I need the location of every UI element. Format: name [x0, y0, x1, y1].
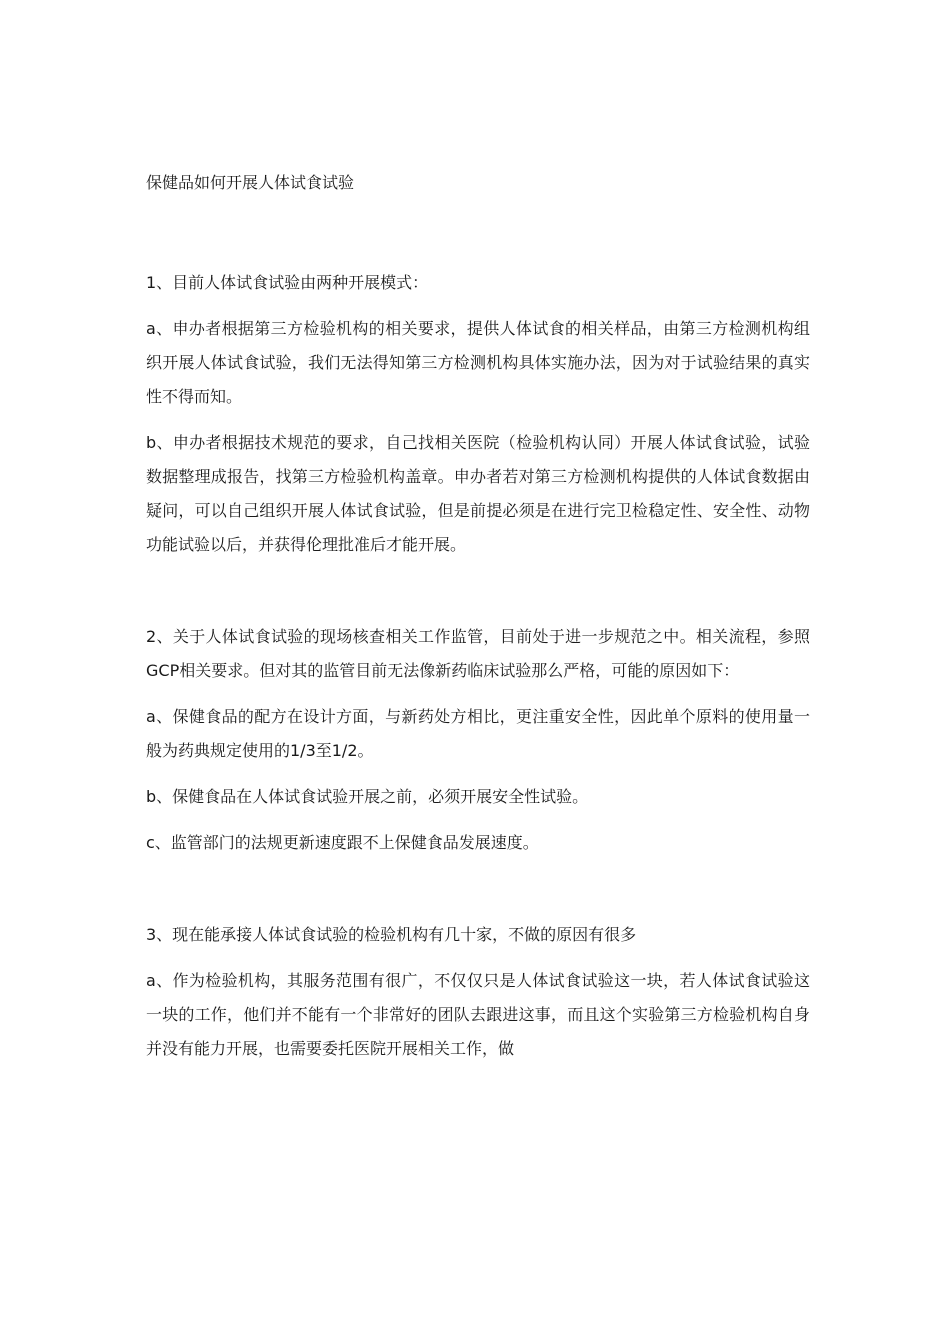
- section-3-heading: 3、现在能承接人体试食试验的检验机构有几十家，不做的原因有很多: [146, 925, 637, 944]
- section-1-item-b: b、申办者根据技术规范的要求，自己找相关医院（检验机构认同）开展人体试食试验，试验数据整理成报告，找第三方检验机构盖章。申办者若对第三方检测机构提供的人体试食数据由疑问，可以自己组织开展人体试食试验，但是前提必须是在进行完卫检稳定性、安全性、动物功能试验以后，并获得伦理批准后才能开展。: [146, 433, 810, 554]
- document-body: [146, 266, 810, 1066]
- section-3-item-a: a、作为检验机构，其服务范围有很广，不仅仅只是人体试食试验这一块，若人体试食试验这一块的工作，他们并不能有一个非常好的团队去跟进这事，而且这个实验第三方检验机构自身并没有能力开展，也需要委托医院开展相关工作，做: [146, 971, 810, 1058]
- section-1-heading: 1、目前人体试食试验由两种开展模式：: [146, 273, 429, 292]
- section-2-item-b: b、保健食品在人体试食试验开展之前，必须开展安全性试验。: [146, 787, 589, 806]
- section-2-item-c: c、监管部门的法规更新速度跟不上保健食品发展速度。: [146, 833, 539, 852]
- document-title: 保健品如何开展人体试食试验: [146, 173, 355, 192]
- section-1-item-a: a、申办者根据第三方检验机构的相关要求，提供人体试食的相关样品，由第三方检测机构组织开展人体试食试验，我们无法得知第三方检测机构具体实施办法，因为对于试验结果的真实性不得而知。: [146, 319, 810, 406]
- section-2-heading: 2、关于人体试食试验的现场核查相关工作监管，目前处于进一步规范之中。相关流程，参照GCP相关要求。但对其的监管目前无法像新药临床试验那么严格，可能的原因如下：: [146, 627, 810, 680]
- section-2-item-a: a、保健食品的配方在设计方面，与新药处方相比，更注重安全性，因此单个原料的使用量一般为药典规定使用的1/3至1/2。: [146, 707, 810, 760]
